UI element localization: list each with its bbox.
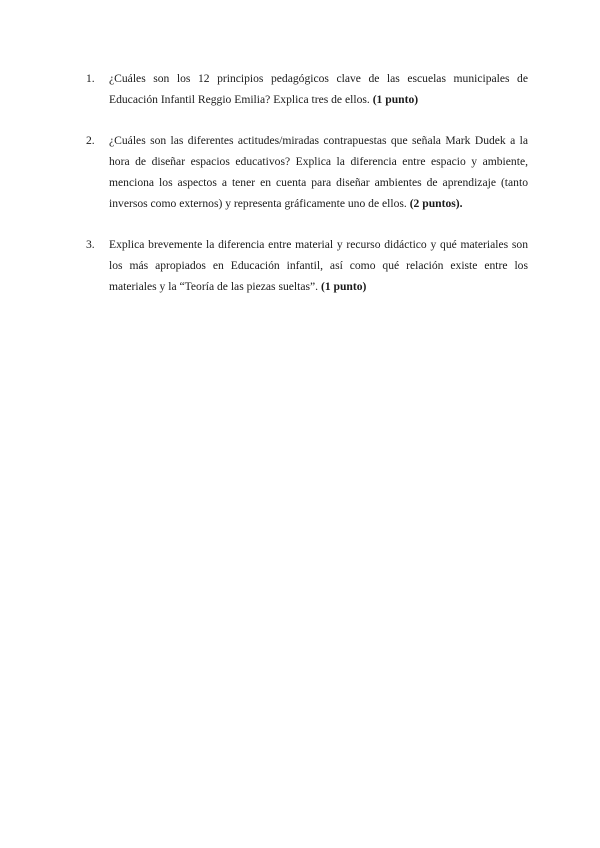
question-number: 3. — [86, 237, 95, 251]
question-points: (2 puntos). — [409, 197, 463, 211]
question-item-2 — [86, 130, 528, 215]
question-item-1 — [86, 68, 528, 111]
question-list — [86, 68, 528, 317]
question-points: (1 punto) — [372, 93, 419, 107]
question-number: 2. — [86, 133, 95, 147]
question-points: (1 punto) — [320, 280, 367, 294]
question-item-3 — [86, 234, 528, 298]
question-text: ¿Cuáles son los 12 principios pedagógicos clave de las escuelas municipales de Educación Infantil Reggio Emilia? Explica tres de ellos. — [109, 72, 528, 107]
question-text: Explica brevemente la diferencia entre material y recurso didáctico y qué materiales son los más apropiados en Educación infantil, así como qué relación existe entre los materiales y la “Teoría de las piezas sueltas”. — [109, 237, 528, 294]
question-number: 1. — [86, 72, 95, 85]
question-text: ¿Cuáles son las diferentes actitudes/miradas contrapuestas que señala Mark Dudek a la hora de diseñar espacios educativos? Explica la diferencia entre espacio y ambiente, menciona los aspectos a tener en cuenta para diseñar ambientes de aprendizaje (tanto inversos como externos) y representa gráficamente uno de ellos. — [109, 133, 528, 211]
